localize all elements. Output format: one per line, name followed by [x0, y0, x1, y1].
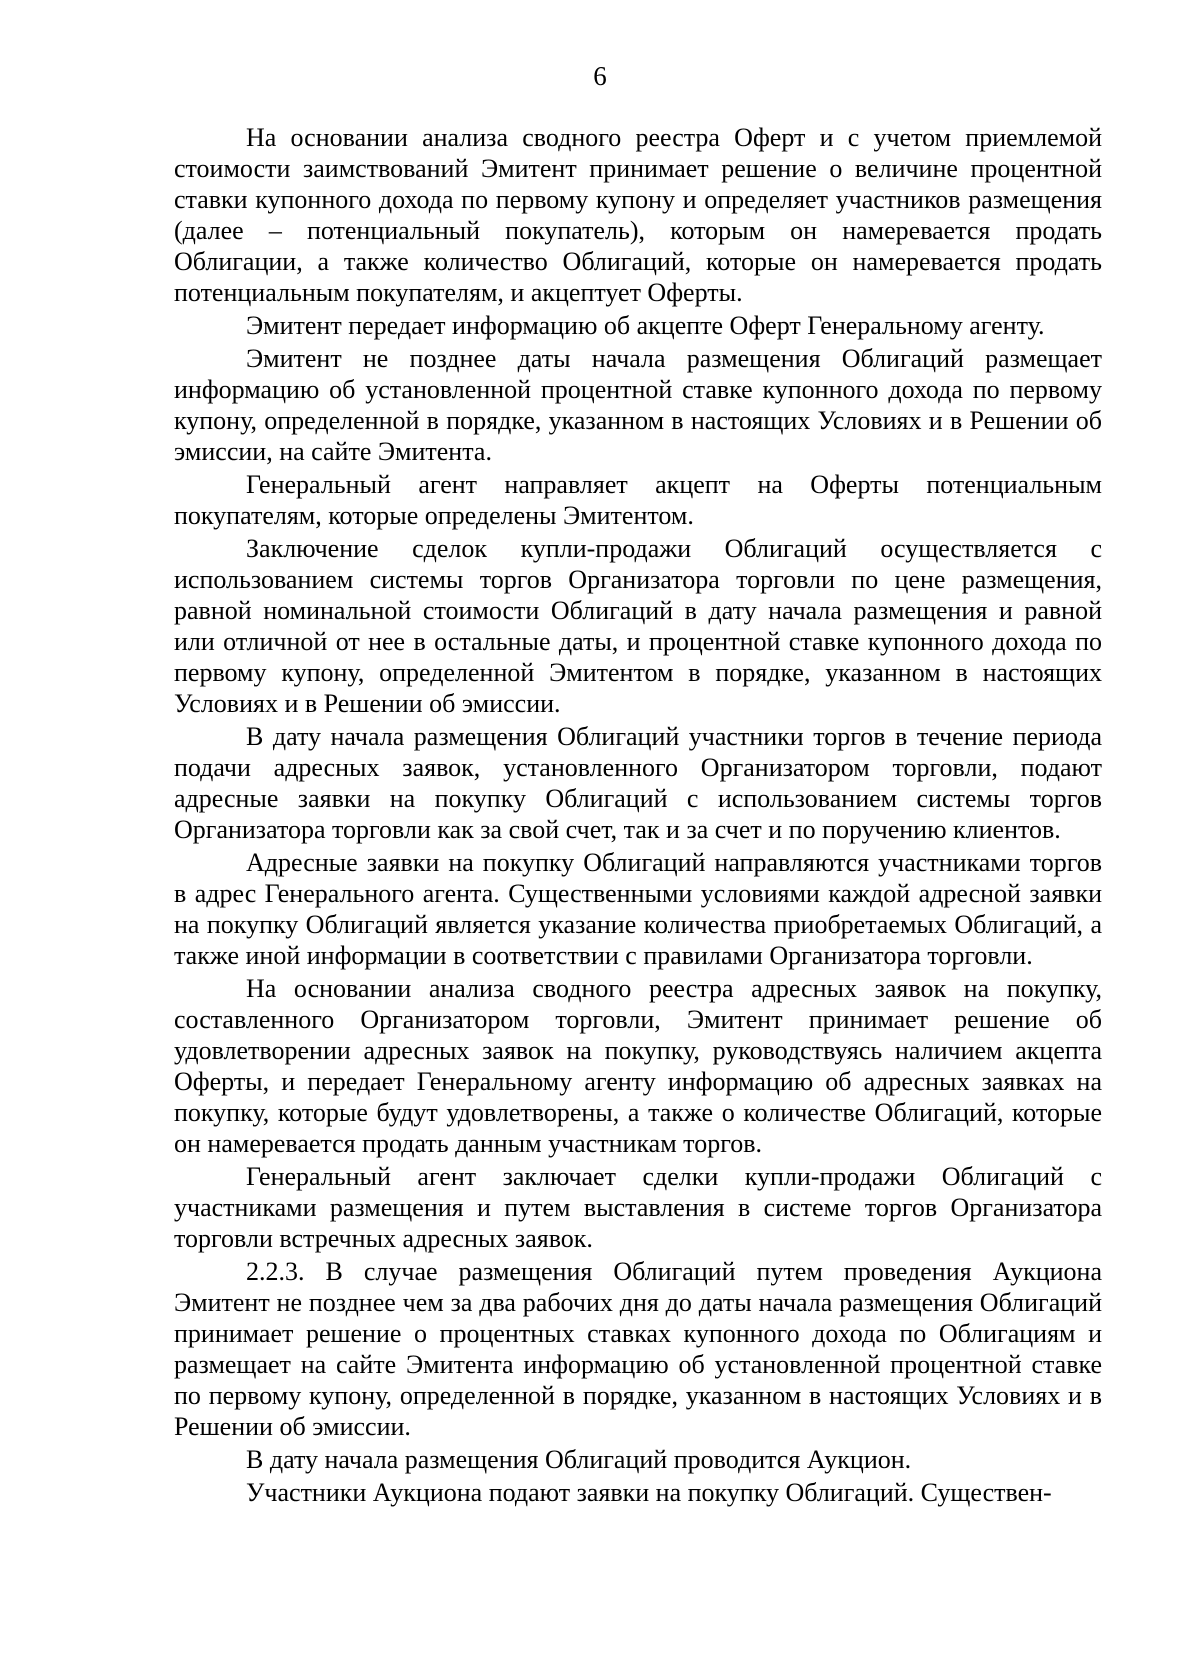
paragraph-agent-deals: Генеральный агент заключает сделки купли-продажи Облигаций с участниками размещения и путем выставления в системе торгов Организатора торговли встречных адресных заявок. [174, 1162, 1102, 1253]
paragraph-auction-section: 2.2.3. В случае размещения Облигаций путем проведения Аукциона Эмитент не позднее чем за два рабочих дня до даты начала размещения Облигаций принимает решение о процентных ставках купонного дохода по Облигациям и размещает на сайте Эмитента информацию об установленной процентной ставке по первому купону, определенной в порядке, указанном в настоящих Условиях и в Решении об эмиссии. [174, 1257, 1102, 1441]
paragraph-order-register-analysis: На основании анализа сводного реестра адресных заявок на покупку, составленного Организатором торговли, Эмитент принимает решение об удовлетворении адресных заявок на покупку, руководствуясь наличием акцепта Оферты, и передает Генеральному агенту информацию об адресных заявках на покупку, которые будут удовлетворены, а также о количестве Облигаций, которые он намеревается продать данным участникам торгов. [174, 974, 1102, 1158]
paragraph-agent-acceptance: Генеральный агент направляет акцепт на Оферты потенциальным покупателям, которые определены Эмитентом. [174, 470, 1102, 530]
paragraph-rate-publication: Эмитент не позднее даты начала размещения Облигаций размещает информацию об установленной процентной ставке купонного дохода по первому купону, определенной в порядке, указанном в настоящих Условиях и в Решении об эмиссии, на сайте Эмитента. [174, 344, 1102, 466]
paragraph-order-submission: В дату начала размещения Облигаций участники торгов в течение периода подачи адресных заявок, установленного Организатором торговли, подают адресные заявки на покупку Облигаций с использованием системы торгов Организатора торговли как за свой счет, так и за счет и по поручению клиентов. [174, 722, 1102, 844]
document-body [174, 122, 1102, 1510]
paragraph-auction-participants: Участники Аукциона подают заявки на покупку Облигаций. Существен- [246, 1478, 1052, 1507]
paragraph-auction-date: В дату начала размещения Облигаций проводится Аукцион. [246, 1445, 912, 1474]
page-number: 6 [593, 61, 607, 91]
paragraph-deal-conclusion: Заключение сделок купли-продажи Облигаций осуществляется с использованием системы торгов Организатора торговли по цене размещения, равной номинальной стоимости Облигаций в дату начала размещения и равной или отличной от нее в остальные даты, и процентной ставке купонного дохода по первому купону, определенной Эмитентом в порядке, указанном в настоящих Условиях и в Решении об эмиссии. [174, 534, 1102, 718]
paragraph-acceptance-transfer: Эмитент передает информацию об акцепте Оферт Генеральному агенту. [246, 311, 1045, 340]
paragraph-order-direction: Адресные заявки на покупку Облигаций направляются участниками торгов в адрес Генерального агента. Существенными условиями каждой адресной заявки на покупку Облигаций является указание количества приобретаемых Облигаций, а также иной информации в соответствии с правилами Организатора торговли. [174, 848, 1102, 970]
paragraph-offer-analysis: На основании анализа сводного реестра Оферт и с учетом приемлемой стоимости заимствований Эмитент принимает решение о величине процентной ставки купонного дохода по первому купону и определяет участников размещения (далее – потенциальный покупатель), которым он намеревается продать Облигации, а также количество Облигаций, которые он намеревается продать потенциальным покупателям, и акцептует Оферты. [174, 123, 1102, 307]
